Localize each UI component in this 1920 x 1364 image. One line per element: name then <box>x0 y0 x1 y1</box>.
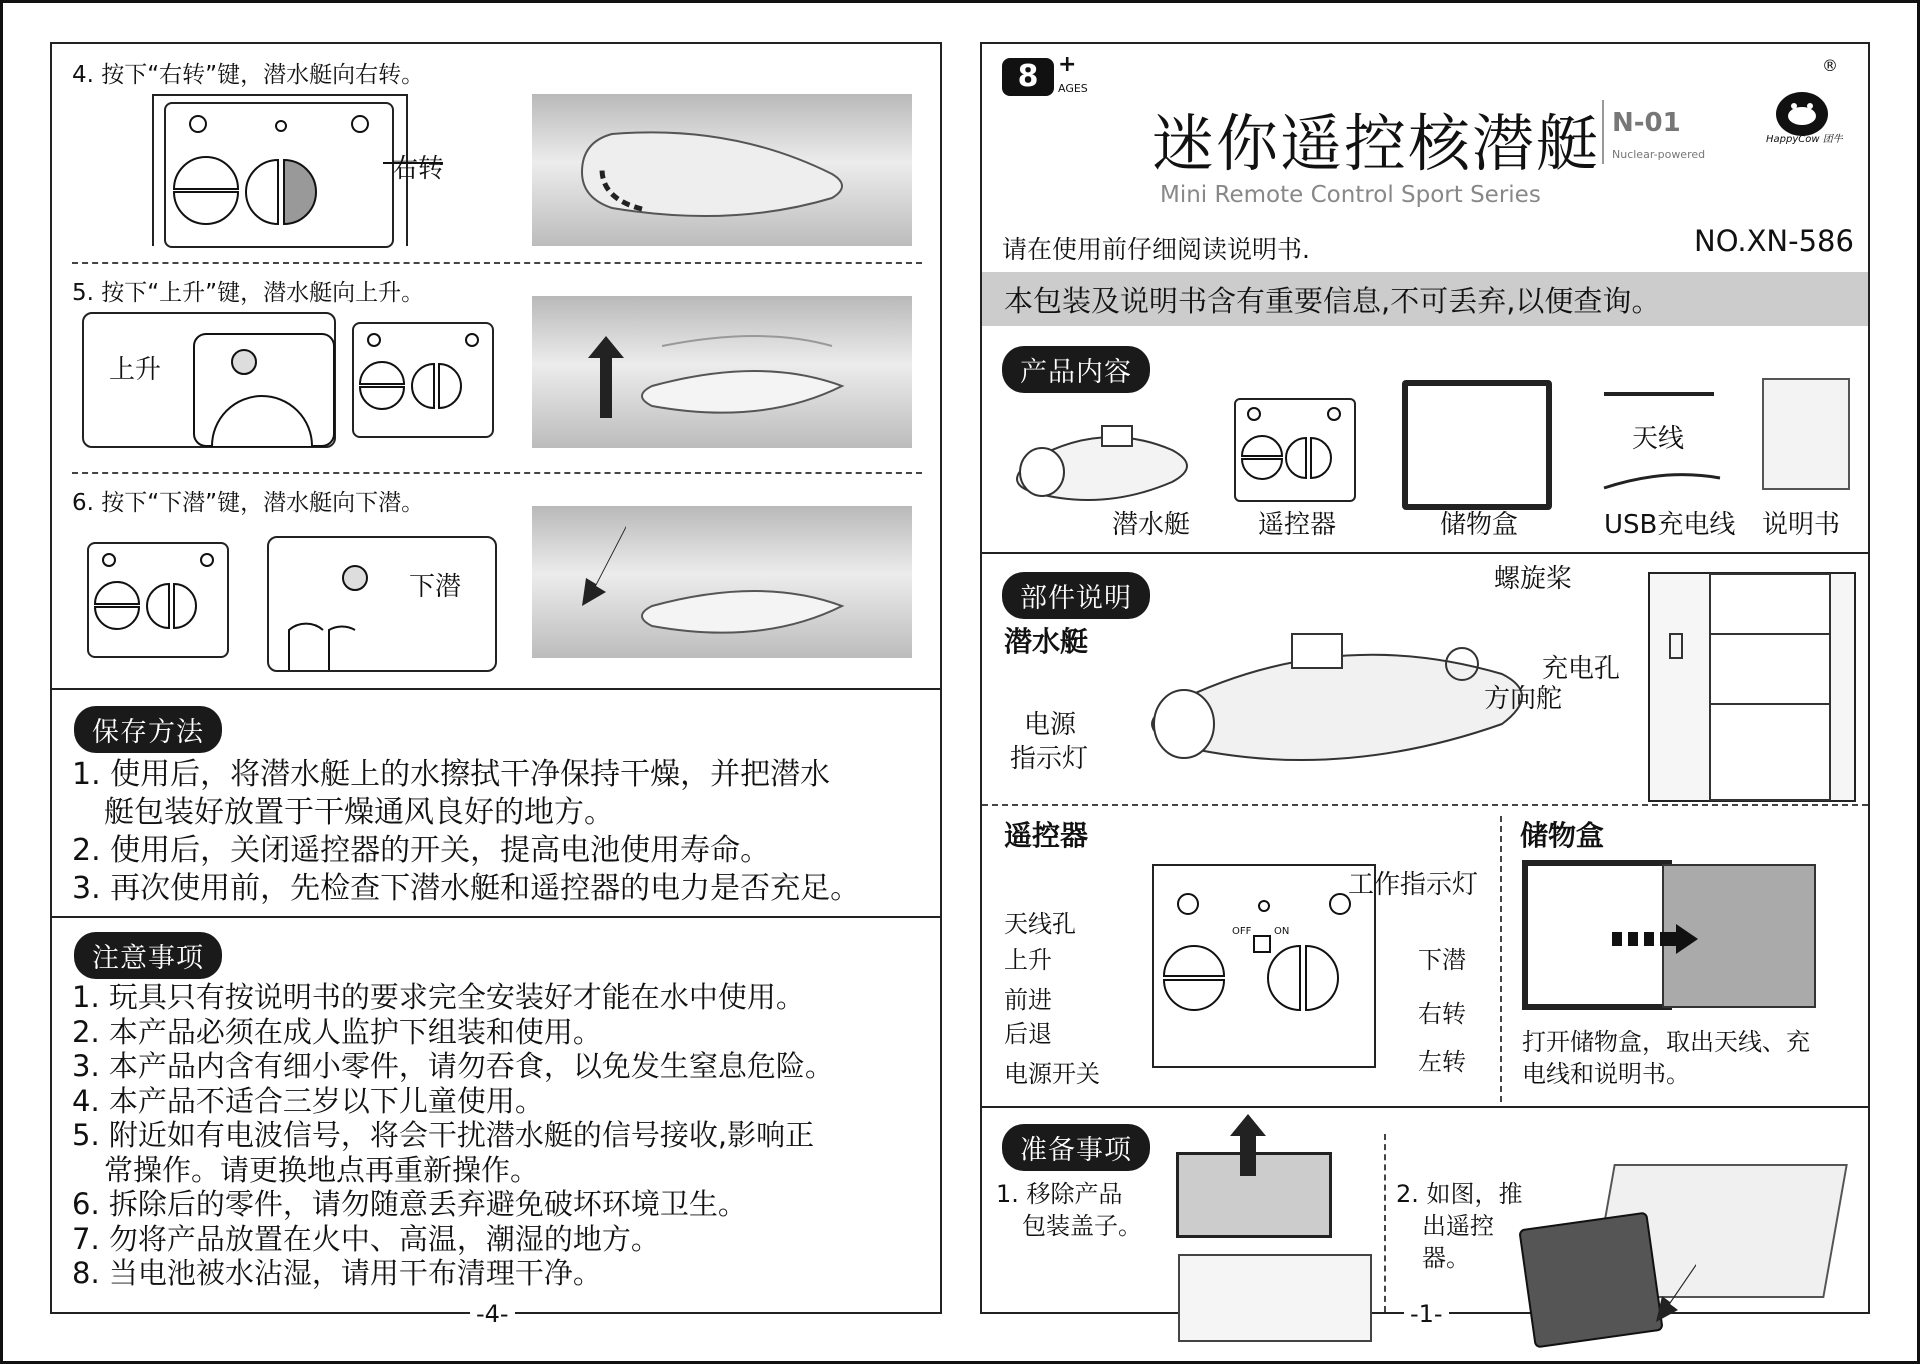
submarine-icon <box>532 94 912 246</box>
section-divider <box>982 552 1868 554</box>
caution-item: 8. 当电池被水沾湿，请用干布清理干净。 <box>72 1256 602 1290</box>
remote-controls-icon <box>354 324 492 436</box>
title-separator <box>1602 100 1604 164</box>
caution-item: 常操作。请更换地点再重新操作。 <box>104 1152 540 1187</box>
registered-mark: ® <box>1822 56 1838 75</box>
content-item: 储物盒 <box>1440 510 1519 540</box>
box-desc-line: 电线和说明书。 <box>1522 1060 1690 1088</box>
storage-title: 保存方法 <box>74 706 222 753</box>
caution-item: 6. 拆除后的零件，请勿随意丢弃避免破坏环境卫生。 <box>72 1187 747 1221</box>
item-number: NO.XN-586 <box>1694 224 1854 258</box>
divider <box>982 804 1868 806</box>
sub-dive-image <box>532 506 912 658</box>
step6-text: 6. 按下“下潜”键，潜水艇向下潜。 <box>72 490 425 516</box>
brand-logo-text: HappyCow 团牛 <box>1766 134 1843 145</box>
storage-list <box>72 756 932 908</box>
up-label: 上升 <box>1004 946 1052 974</box>
step5-zoom <box>82 312 336 448</box>
storage-item: 1. 使用后，将潜水艇上的水擦拭干净保持干燥，并把潜水 <box>72 757 831 792</box>
manual-thumb <box>1762 378 1850 490</box>
down-button-zoom-icon <box>269 538 495 670</box>
arrow-right-icon <box>1612 924 1702 954</box>
caution-item: 1. 玩具只有按说明书的要求完全安装好才能在水中使用。 <box>72 980 805 1014</box>
submarine-icon <box>532 506 912 658</box>
antenna-hole-label: 天线孔 <box>1004 910 1076 938</box>
age-plus: + <box>1058 52 1077 77</box>
step6-zoom <box>267 536 497 672</box>
prep-step1-line: 包装盖子。 <box>1022 1212 1142 1240</box>
step6-callout: 下潜 <box>409 572 462 602</box>
backward-label: 后退 <box>1004 1020 1052 1048</box>
remote-on-label: ON <box>1274 926 1290 937</box>
step5-remote <box>352 322 494 438</box>
submarine-icon <box>532 296 912 448</box>
propeller-label: 螺旋桨 <box>1494 564 1573 594</box>
section-divider <box>52 916 940 918</box>
charge-port-label: 充电孔 <box>1542 654 1621 684</box>
arrow-down-left-icon <box>1652 1264 1702 1324</box>
divider-vertical <box>1500 816 1502 1102</box>
left-page <box>50 42 942 1314</box>
model-subtitle: Nuclear-powered <box>1612 148 1706 161</box>
divider <box>72 262 922 264</box>
caution-item: 5. 附近如有电波信号，将会干扰潜水艇的信号接收,影响正 <box>72 1118 815 1152</box>
package-tray <box>1178 1254 1372 1342</box>
caution-item: 3. 本产品内含有细小零件，请勿吞食，以免发生窒息危险。 <box>72 1049 834 1083</box>
page-number-right: -1- <box>1404 1300 1449 1328</box>
banner-text: 本包装及说明书含有重要信息,不可丢弃,以便查询。 <box>1004 284 1661 318</box>
right-page <box>980 42 1870 1314</box>
divider <box>72 472 922 474</box>
box-desc-line: 打开储物盒，取出天线、充 <box>1522 1028 1810 1056</box>
content-item: 遥控器 <box>1258 510 1337 540</box>
charge-port-icon <box>1650 574 1854 800</box>
antenna-label: 天线 <box>1632 424 1685 454</box>
caution-item: 7. 勿将产品放置在火中、高温，潮湿的地方。 <box>72 1221 660 1256</box>
rudder-label: 方向舵 <box>1484 684 1563 714</box>
product-title: 迷你遥控核潜艇 <box>1152 107 1601 180</box>
box-desc <box>1522 1026 1810 1090</box>
arrow-up-icon <box>1228 1114 1268 1184</box>
remote-diagram <box>1152 864 1376 1068</box>
cautions-title: 注意事项 <box>74 932 222 979</box>
storage-box-thumb <box>1402 380 1552 510</box>
section-divider <box>52 688 940 690</box>
remote-thumb <box>1234 398 1356 502</box>
content-item: 潜水艇 <box>1112 510 1191 540</box>
step4-remote <box>164 102 394 248</box>
remote-controls-icon <box>1236 400 1354 500</box>
section-divider <box>982 1106 1868 1108</box>
step5-text: 5. 按下“上升”键，潜水艇向上升。 <box>72 280 425 306</box>
prep-step2-line: 出遥控 <box>1422 1212 1494 1240</box>
step5-callout: 上升 <box>109 355 162 385</box>
cautions-list <box>72 980 932 1291</box>
model-code: N-01 <box>1612 108 1681 138</box>
storage-item: 3. 再次使用前，先检查下潜水艇和遥控器的电力是否充足。 <box>72 871 861 906</box>
remote-controls-icon <box>1154 866 1374 1066</box>
remote-pulled-out <box>1518 1212 1663 1349</box>
work-light-label: 工作指示灯 <box>1348 870 1479 900</box>
step4-callout: 右转 <box>392 154 445 184</box>
remote-heading: 遥控器 <box>1004 819 1089 852</box>
parts-subheading: 潜水艇 <box>1004 625 1089 658</box>
step6-remote <box>87 542 229 658</box>
forward-label: 前进 <box>1004 986 1052 1014</box>
power-light-label: 电源 <box>1024 710 1077 740</box>
remote-controls-icon <box>166 104 392 246</box>
divider-vertical <box>1384 1134 1386 1312</box>
sub-turn-right-image <box>532 94 912 246</box>
remote-controls-icon <box>89 544 227 656</box>
read-notice: 请在使用前仔细阅读说明书. <box>1002 235 1310 264</box>
caution-item: 4. 本产品不适合三岁以下儿童使用。 <box>72 1083 544 1118</box>
happycow-logo-icon <box>1772 74 1832 134</box>
prep-step2 <box>1396 1178 1523 1274</box>
prep-step1 <box>996 1178 1142 1242</box>
content-item: USB充电线 <box>1604 510 1736 540</box>
prep-step2-line: 2. 如图，推 <box>1396 1180 1523 1208</box>
left-turn-label: 左转 <box>1418 1048 1466 1076</box>
contents-title: 产品内容 <box>1002 346 1150 393</box>
sub-rise-image <box>532 296 912 448</box>
storage-item: 艇包装好放置于干燥通风良好的地方。 <box>104 795 614 830</box>
content-item: 说明书 <box>1762 510 1841 540</box>
power-light-label-2: 指示灯 <box>1010 744 1089 774</box>
step4-text: 4. 按下“右转”键，潜水艇向右转。 <box>72 62 425 88</box>
caution-item: 2. 本产品必须在成人监护下组装和使用。 <box>72 1014 602 1049</box>
page-number-left: -4- <box>470 1300 515 1328</box>
notice-banner <box>982 272 1868 326</box>
down-label: 下潜 <box>1418 946 1466 974</box>
prep-step2-line: 器。 <box>1422 1244 1470 1272</box>
subtitle-en: Mini Remote Control Sport Series <box>1160 182 1541 208</box>
parts-title: 部件说明 <box>1002 572 1150 619</box>
storage-item: 2. 使用后，关闭遥控器的开关，提高电池使用寿命。 <box>72 833 771 868</box>
charge-port-zoom <box>1648 572 1856 802</box>
age-badge: 8 <box>1002 58 1054 96</box>
prep-step1-line: 1. 移除产品 <box>996 1180 1123 1208</box>
remote-off-label: OFF <box>1232 926 1252 937</box>
box-heading: 储物盒 <box>1520 819 1605 852</box>
prep-title: 准备事项 <box>1002 1124 1150 1171</box>
power-switch-label: 电源开关 <box>1004 1060 1100 1088</box>
age-sub: AGES <box>1058 82 1088 95</box>
right-turn-label: 右转 <box>1418 1000 1466 1028</box>
